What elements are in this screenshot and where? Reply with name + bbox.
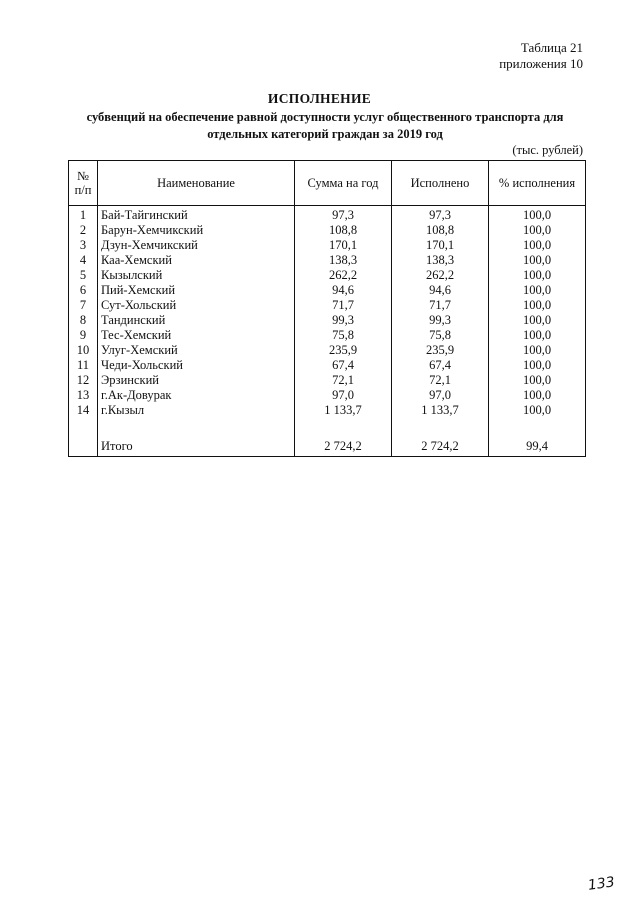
cell-done: 71,7 bbox=[392, 298, 489, 313]
header-sum: Сумма на год bbox=[295, 161, 392, 206]
cell-pct: 100,0 bbox=[489, 298, 586, 313]
cell-pct: 100,0 bbox=[489, 206, 586, 224]
units-label: (тыс. рублей) bbox=[512, 143, 583, 157]
cell-sum: 97,0 bbox=[295, 388, 392, 403]
cell-num: 12 bbox=[69, 373, 98, 388]
table-row bbox=[69, 223, 586, 238]
cell-done: 235,9 bbox=[392, 343, 489, 358]
table-row bbox=[69, 388, 586, 403]
table-row bbox=[69, 373, 586, 388]
table-row bbox=[69, 343, 586, 358]
subtitle-line-2: отдельных категорий граждан за 2019 год bbox=[207, 127, 443, 141]
cell-done: 170,1 bbox=[392, 238, 489, 253]
cell-num: 6 bbox=[69, 283, 98, 298]
cell-pct: 100,0 bbox=[489, 358, 586, 373]
cell-done: 97,3 bbox=[392, 206, 489, 224]
cell-num: 5 bbox=[69, 268, 98, 283]
spacer-cell bbox=[69, 418, 98, 435]
cell-pct: 100,0 bbox=[489, 373, 586, 388]
cell-num: 1 bbox=[69, 206, 98, 224]
cell-name: Чеди-Хольский bbox=[98, 358, 295, 373]
table-row bbox=[69, 268, 586, 283]
total-done: 2 724,2 bbox=[392, 435, 489, 457]
cell-pct: 100,0 bbox=[489, 283, 586, 298]
cell-name: Сут-Хольский bbox=[98, 298, 295, 313]
cell-name: Улуг-Хемский bbox=[98, 343, 295, 358]
total-sum: 2 724,2 bbox=[295, 435, 392, 457]
cell-sum: 138,3 bbox=[295, 253, 392, 268]
cell-name: Кызылский bbox=[98, 268, 295, 283]
cell-sum: 108,8 bbox=[295, 223, 392, 238]
total-num bbox=[69, 435, 98, 457]
table-row bbox=[69, 283, 586, 298]
cell-name: Эрзинский bbox=[98, 373, 295, 388]
cell-num: 9 bbox=[69, 328, 98, 343]
cell-num: 4 bbox=[69, 253, 98, 268]
cell-name: Пий-Хемский bbox=[98, 283, 295, 298]
cell-num: 2 bbox=[69, 223, 98, 238]
spacer-cell bbox=[489, 418, 586, 435]
table-row bbox=[69, 313, 586, 328]
table-row bbox=[69, 253, 586, 268]
cell-name: Бай-Тайгинский bbox=[98, 206, 295, 224]
document-title: ИСПОЛНЕНИЕ bbox=[267, 91, 372, 106]
cell-sum: 99,3 bbox=[295, 313, 392, 328]
cell-sum: 75,8 bbox=[295, 328, 392, 343]
table-reference bbox=[499, 40, 583, 72]
cell-num: 11 bbox=[69, 358, 98, 373]
cell-name: Дзун-Хемчикский bbox=[98, 238, 295, 253]
cell-sum: 1 133,7 bbox=[295, 403, 392, 418]
table-row bbox=[69, 403, 586, 418]
header-num bbox=[69, 161, 98, 206]
cell-pct: 100,0 bbox=[489, 268, 586, 283]
cell-num: 10 bbox=[69, 343, 98, 358]
cell-sum: 170,1 bbox=[295, 238, 392, 253]
cell-sum: 262,2 bbox=[295, 268, 392, 283]
cell-done: 99,3 bbox=[392, 313, 489, 328]
cell-sum: 71,7 bbox=[295, 298, 392, 313]
cell-pct: 100,0 bbox=[489, 328, 586, 343]
execution-table bbox=[68, 160, 586, 457]
subtitle-line-1: субвенций на обеспечение равной доступности услуг общественного транспорта для bbox=[86, 110, 564, 124]
cell-num: 7 bbox=[69, 298, 98, 313]
cell-pct: 100,0 bbox=[489, 238, 586, 253]
table-row bbox=[69, 358, 586, 373]
table-row bbox=[69, 238, 586, 253]
table-row bbox=[69, 328, 586, 343]
header-pct: % исполнения bbox=[489, 161, 586, 206]
header-name: Наименование bbox=[98, 161, 295, 206]
cell-done: 262,2 bbox=[392, 268, 489, 283]
cell-pct: 100,0 bbox=[489, 403, 586, 418]
total-row bbox=[69, 435, 586, 457]
cell-done: 108,8 bbox=[392, 223, 489, 238]
cell-sum: 94,6 bbox=[295, 283, 392, 298]
cell-name: Тес-Хемский bbox=[98, 328, 295, 343]
cell-pct: 100,0 bbox=[489, 253, 586, 268]
header-done: Исполнено bbox=[392, 161, 489, 206]
table-row bbox=[69, 206, 586, 224]
cell-num: 13 bbox=[69, 388, 98, 403]
cell-name: г.Кызыл bbox=[98, 403, 295, 418]
appendix-number: приложения 10 bbox=[499, 56, 583, 71]
cell-pct: 100,0 bbox=[489, 388, 586, 403]
cell-done: 72,1 bbox=[392, 373, 489, 388]
cell-done: 94,6 bbox=[392, 283, 489, 298]
cell-sum: 97,3 bbox=[295, 206, 392, 224]
page-number: 133 bbox=[587, 874, 616, 894]
total-pct: 99,4 bbox=[489, 435, 586, 457]
table-header-row bbox=[69, 161, 586, 206]
cell-pct: 100,0 bbox=[489, 223, 586, 238]
table-body bbox=[69, 206, 586, 457]
cell-num: 8 bbox=[69, 313, 98, 328]
header-num-line-2: п/п bbox=[74, 183, 92, 197]
document-subtitle bbox=[60, 109, 590, 143]
spacer-row bbox=[69, 418, 586, 435]
cell-name: г.Ак-Довурак bbox=[98, 388, 295, 403]
cell-sum: 235,9 bbox=[295, 343, 392, 358]
table-row bbox=[69, 298, 586, 313]
cell-sum: 72,1 bbox=[295, 373, 392, 388]
spacer-cell bbox=[392, 418, 489, 435]
cell-done: 97,0 bbox=[392, 388, 489, 403]
cell-pct: 100,0 bbox=[489, 313, 586, 328]
spacer-cell bbox=[98, 418, 295, 435]
cell-done: 75,8 bbox=[392, 328, 489, 343]
total-name: Итого bbox=[98, 435, 295, 457]
cell-name: Каа-Хемский bbox=[98, 253, 295, 268]
cell-num: 14 bbox=[69, 403, 98, 418]
cell-name: Барун-Хемчикский bbox=[98, 223, 295, 238]
spacer-cell bbox=[295, 418, 392, 435]
cell-sum: 67,4 bbox=[295, 358, 392, 373]
cell-done: 67,4 bbox=[392, 358, 489, 373]
cell-done: 138,3 bbox=[392, 253, 489, 268]
cell-num: 3 bbox=[69, 238, 98, 253]
cell-done: 1 133,7 bbox=[392, 403, 489, 418]
table-number: Таблица 21 bbox=[520, 40, 583, 55]
cell-name: Тандинский bbox=[98, 313, 295, 328]
header-num-line-1: № bbox=[77, 169, 89, 183]
cell-pct: 100,0 bbox=[489, 343, 586, 358]
